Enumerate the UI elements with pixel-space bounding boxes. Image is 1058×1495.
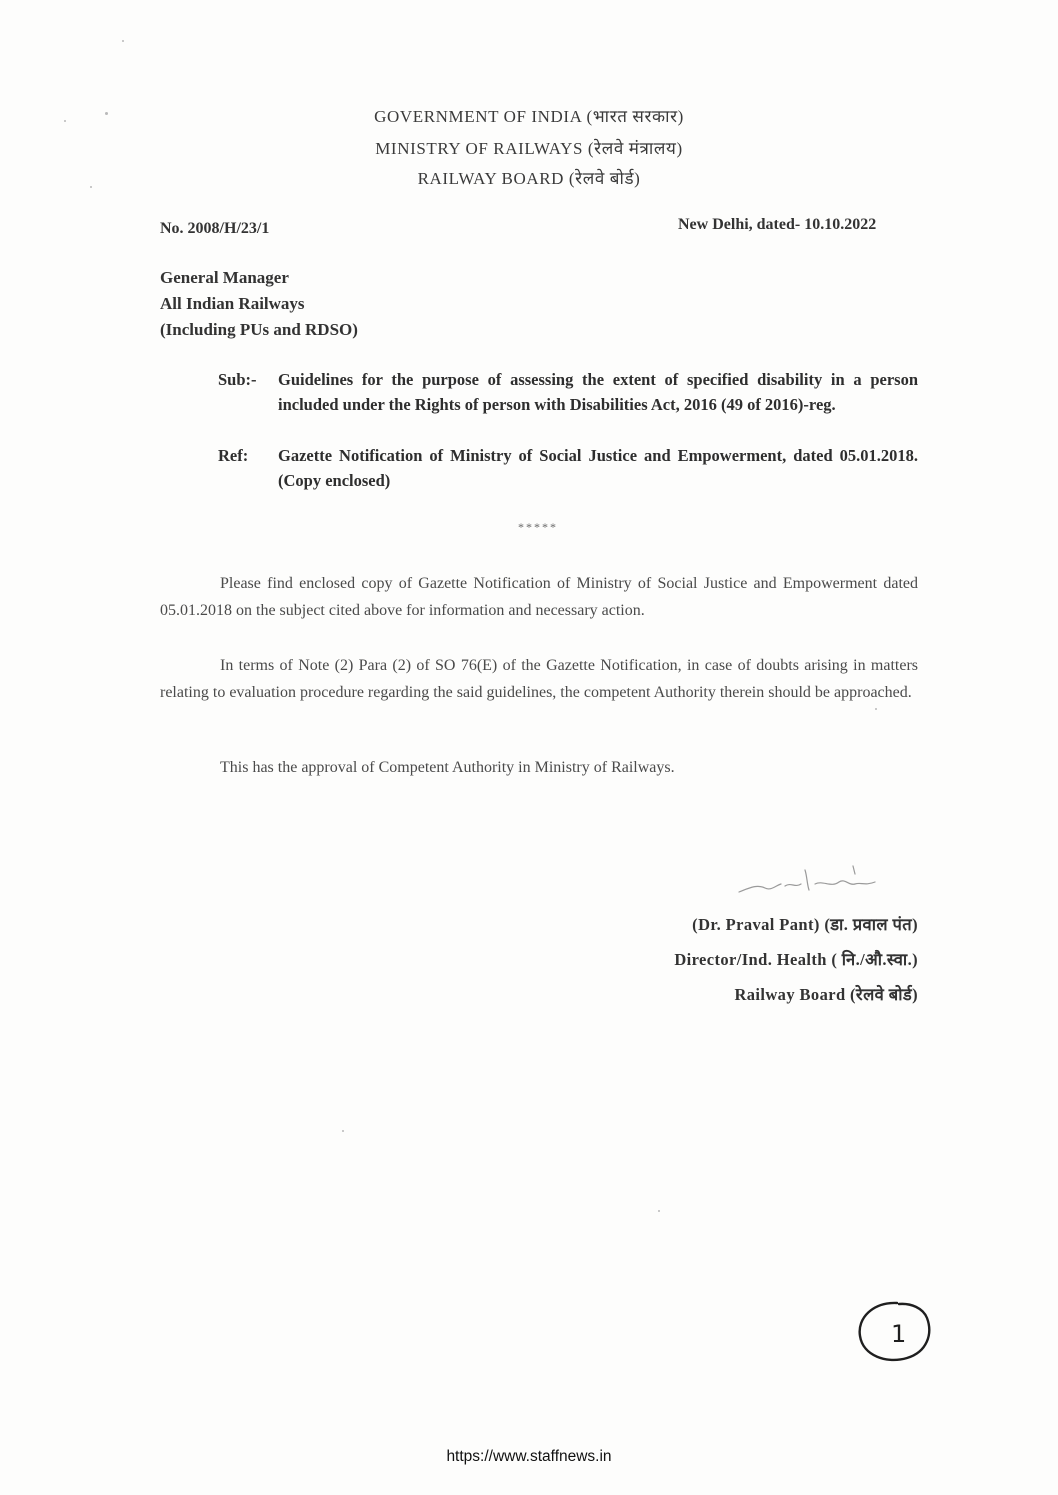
- signatory-designation: Director/Ind. Health ( नि./औ.स्वा.): [674, 950, 918, 969]
- signatory-office: Railway Board (रेलवे बोर्ड): [734, 985, 918, 1004]
- body-paragraph-2: In terms of Note (2) Para (2) of SO 76(E) of the Gazette Notification, in case of doubts arising in matters relating to evaluation procedure regarding the said guidelines, the competent Authority therein should be approached.: [160, 657, 918, 701]
- subject-text: Guidelines for the purpose of assessing the extent of specified disability in a person included under the Rights of person with Disabilities Act, 2016 (49 of 2016)-reg.: [278, 370, 918, 414]
- reference-text: Gazette Notification of Ministry of Social Justice and Empowerment, dated 05.01.2018. (Copy enclosed): [278, 446, 918, 490]
- circled-page-number-icon: [853, 1298, 937, 1368]
- addressee-line-2: All Indian Railways: [160, 294, 305, 313]
- header-government: GOVERNMENT OF INDIA (भारत सरकार): [374, 107, 684, 126]
- body-paragraph-1: Please find enclosed copy of Gazette Notification of Ministry of Social Justice and Empowerment dated 05.01.2018 on the subject cited above for information and necessary action.: [160, 575, 918, 619]
- letter-place-date: New Delhi, dated- 10.10.2022: [678, 216, 877, 233]
- handwritten-signature: [735, 862, 895, 908]
- body-paragraph-3: This has the approval of Competent Authority in Ministry of Railways.: [220, 759, 675, 776]
- page-number: 1: [891, 1320, 907, 1348]
- addressee-line-3: (Including PUs and RDSO): [160, 320, 358, 339]
- separator-stars: *****: [518, 520, 558, 534]
- scan-speck: [658, 1210, 660, 1212]
- header-ministry: MINISTRY OF RAILWAYS (रेलवे मंत्रालय): [375, 139, 683, 158]
- reference-label: Ref:: [218, 446, 249, 465]
- scan-speck: [875, 708, 877, 710]
- footer-url: https://www.staffnews.in: [446, 1448, 612, 1465]
- letter-number: No. 2008/H/23/1: [160, 220, 270, 237]
- reference-block: [218, 443, 918, 493]
- scan-speck: [122, 40, 124, 42]
- subject-label: Sub:-: [218, 370, 257, 389]
- subject-block: [218, 367, 918, 417]
- addressee-line-1: General Manager: [160, 268, 289, 287]
- scan-speck: [342, 1130, 344, 1132]
- signatory-name: (Dr. Praval Pant) (डा. प्रवाल पंत): [692, 915, 918, 934]
- header-board: RAILWAY BOARD (रेलवे बोर्ड): [417, 169, 641, 188]
